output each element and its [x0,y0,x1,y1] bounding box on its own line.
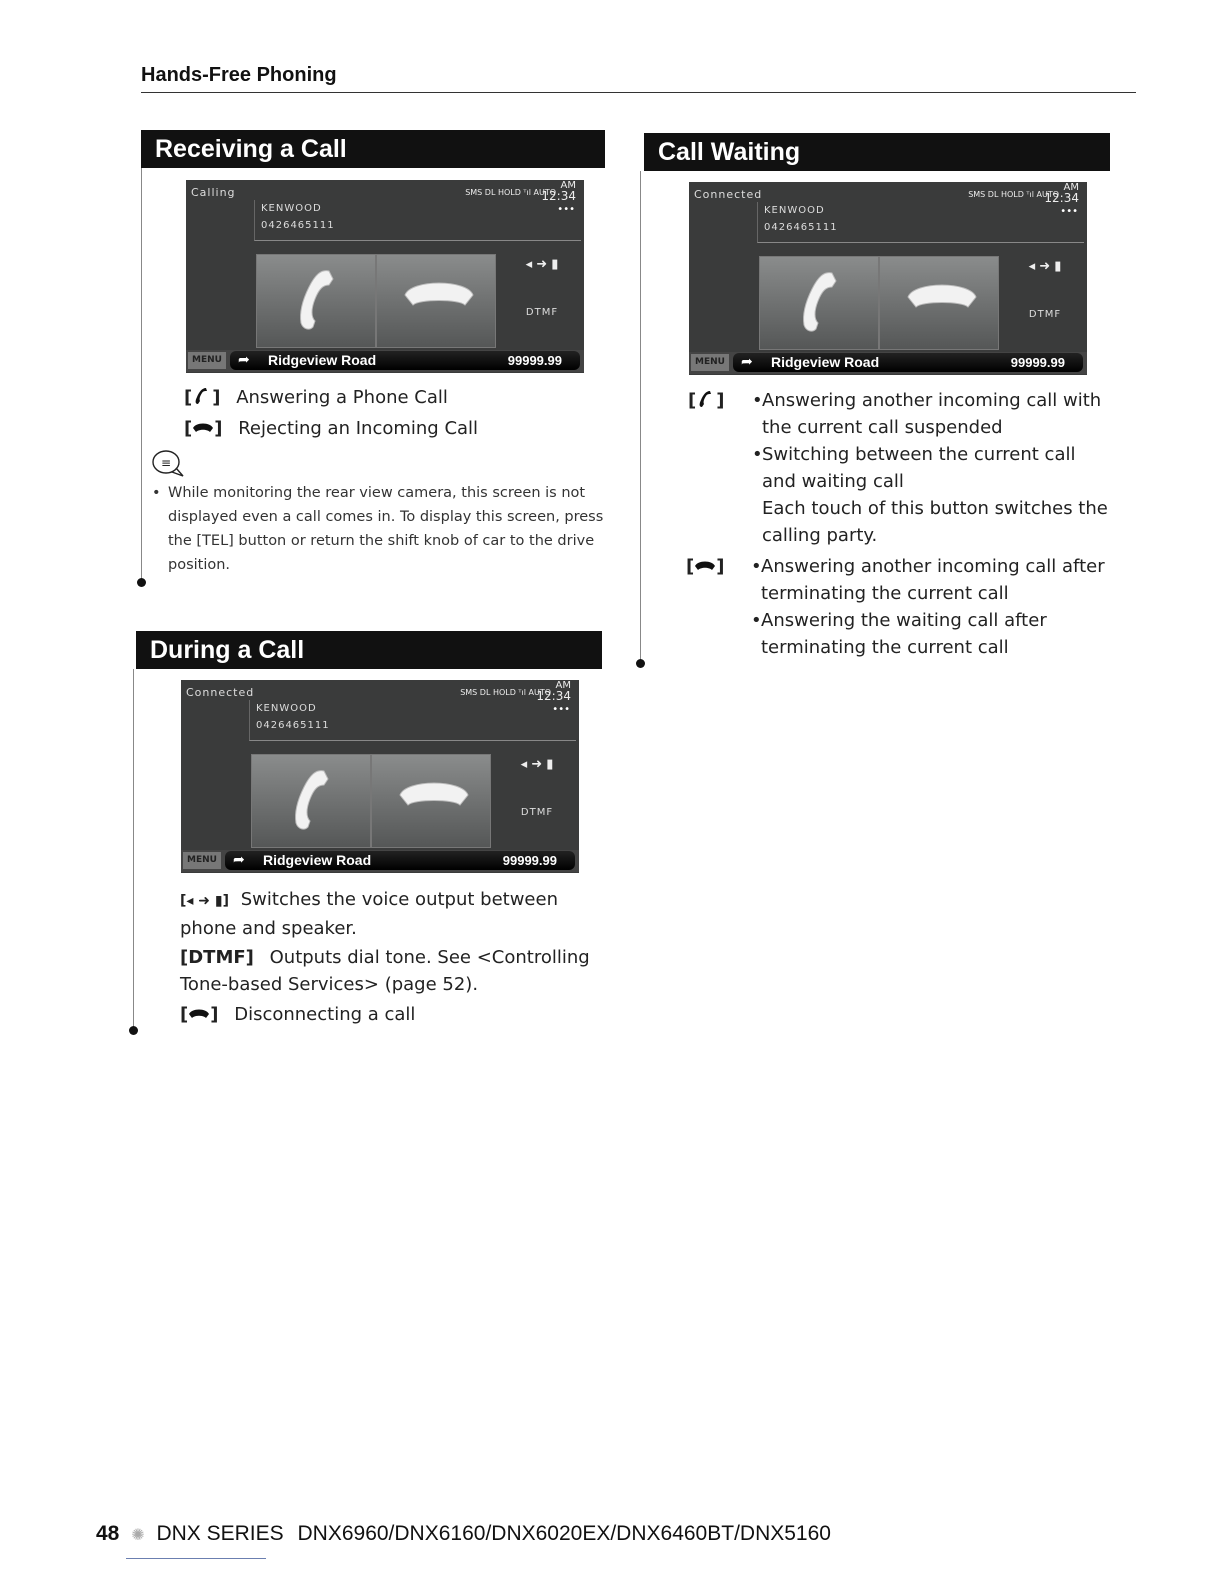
bullet: • [751,610,762,631]
speaker-toggle-button[interactable]: ◂ ➜ ▮ [525,257,559,272]
during-section-title: During a Call [136,631,602,669]
call-status: Connected [186,686,255,699]
clock-time: 12:34 [536,689,571,703]
series-name: DNX SERIES [156,1522,284,1545]
bullet: • [752,390,763,411]
caller-number: 0426465111 [261,220,335,231]
caller-number: 0426465111 [256,720,330,731]
bullet: • [751,556,762,577]
svg-text:≡: ≡ [160,456,172,470]
road-name: Ridgeview Road [268,352,377,368]
caller-name: KENWOOD [256,703,317,714]
receiving-section-title: Receiving a Call [141,130,605,168]
dtmf-button[interactable]: DTMF [525,307,559,318]
distance-value: 99999.99 [507,353,562,368]
speaker-label: Switches the voice output between phone and speaker. [180,889,558,939]
speaker-switch-icon: [◂ ➜ ▮] [180,893,230,909]
waiting-answer-item-1 [752,387,1112,441]
page-number: 48 [96,1522,120,1545]
model-list: DNX6960/DNX6160/DNX6020EX/DNX6460BT/DNX5160 [297,1522,831,1545]
during-end-dot [129,1026,138,1035]
note-icon [150,448,186,478]
waiting-reject-icon-label [686,553,724,580]
kenwood-logo-icon: ✺ [131,1527,145,1544]
speaker-toggle-button[interactable]: ◂ ➜ ▮ [1028,259,1062,274]
answer-button[interactable] [256,254,376,348]
waiting-answer-item-2 [752,441,1112,495]
nav-info-strip[interactable] [230,351,580,370]
answer-icon: [ ] [688,390,725,411]
hangup-button[interactable] [879,256,999,350]
answer-button[interactable] [759,256,879,350]
during-item-dtmf [180,944,600,998]
dtmf-button[interactable]: DTMF [1028,309,1062,320]
dtmf-label: Outputs dial tone. See <Controlling Tone-based Services> (page 52). [180,947,590,995]
menu-button[interactable]: MENU [188,352,226,369]
ampm-label: AM [1063,182,1079,193]
header-rule [141,92,1136,93]
nav-bar [186,350,584,372]
turn-arrow-icon: ➦ [233,852,245,868]
caller-info [757,202,1084,243]
ampm-label: AM [555,680,571,691]
receiving-screen [186,180,584,373]
hangup-icon: [ ] [686,556,725,577]
dtmf-key: [DTMF] [180,947,254,968]
phone-hangup-icon [401,265,477,325]
phone-answer-icon [276,765,346,837]
phone-answer-icon [784,267,854,339]
road-name: Ridgeview Road [263,852,372,868]
dtmf-button[interactable]: DTMF [520,807,554,818]
nav-bar [689,352,1087,374]
reject-button[interactable] [376,254,496,348]
page-footer [96,1522,831,1546]
phone-answer-icon [281,265,351,337]
call-status: Calling [191,186,236,199]
clock-time: 12:34 [1044,191,1079,205]
menu-button[interactable]: MENU [691,354,729,371]
reject-icon: [ ] [184,418,223,439]
waiting-answer-item-3 [762,495,1112,549]
caller-number: 0426465111 [764,222,838,233]
receiving-item-reject [184,415,604,442]
road-name: Ridgeview Road [771,354,880,370]
nav-bar [181,850,579,872]
status-indicators: SMS DL HOLD ᵀıl AUTO [465,188,556,197]
answer-icon: [ ] [184,387,221,408]
ampm-label: AM [560,180,576,191]
hangup-icon: [ ] [180,1004,219,1025]
speaker-toggle-button[interactable]: ◂ ➜ ▮ [520,757,554,772]
waiting-answer-icon-label [688,387,724,414]
waiting-reject-item-2 [751,607,1111,661]
call-status: Connected [694,188,763,201]
caller-info [249,700,576,741]
caller-name: KENWOOD [764,205,825,216]
answer-item-text: Each touch of this button switches the calling party. [762,498,1108,546]
reject-item-text: Answering another incoming call after terminating the current call [761,556,1105,604]
caller-info [254,200,581,241]
waiting-section-title: Call Waiting [644,133,1110,171]
status-indicators: SMS DL HOLD ᵀıl AUTO [968,190,1059,199]
nav-info-strip[interactable] [733,353,1083,372]
caller-name: KENWOOD [261,203,322,214]
turn-arrow-icon: ➦ [238,352,250,368]
waiting-reject-item-1 [751,553,1111,607]
waiting-side-line [640,171,641,661]
turn-arrow-icon: ➦ [741,354,753,370]
signal-icon: ••• [552,704,570,715]
during-screen [181,680,579,873]
nav-info-strip[interactable] [225,851,575,870]
phone-hangup-icon [904,267,980,327]
receiving-note [152,481,604,577]
status-indicators: SMS DL HOLD ᵀıl AUTO [460,688,551,697]
during-item-speaker [180,886,600,942]
distance-value: 99999.99 [502,853,557,868]
reject-item-text: Answering the waiting call after terminating the current call [761,610,1047,658]
reject-label: Rejecting an Incoming Call [238,418,479,439]
footer-rule [126,1558,266,1559]
receiving-end-dot [137,578,146,587]
receiving-item-answer [184,384,604,411]
bullet: • [752,444,763,465]
page-header: Hands-Free Phoning [141,64,337,86]
answer-label: Answering a Phone Call [236,387,448,408]
disconnect-label: Disconnecting a call [234,1004,416,1025]
menu-button[interactable]: MENU [183,852,221,869]
answer-item-text: Switching between the current call and waiting call [762,444,1076,492]
hangup-button[interactable] [371,754,491,848]
receiving-side-line [141,168,142,580]
signal-icon: ••• [1060,206,1078,217]
answer-item-text: Answering another incoming call with the current call suspended [762,390,1102,438]
clock-time: 12:34 [541,189,576,203]
waiting-end-dot [636,659,645,668]
during-item-disconnect [180,1001,600,1028]
distance-value: 99999.99 [1010,355,1065,370]
signal-icon: ••• [557,204,575,215]
note-bullet: • [152,485,161,501]
answer-button[interactable] [251,754,371,848]
note-text: While monitoring the rear view camera, this screen is not displayed even a call comes in. To display this screen, press the [TEL] button or return the shift knob of car to the drive position. [168,485,604,573]
phone-hangup-icon [396,765,472,825]
waiting-screen [689,182,1087,375]
during-side-line [133,669,134,1029]
